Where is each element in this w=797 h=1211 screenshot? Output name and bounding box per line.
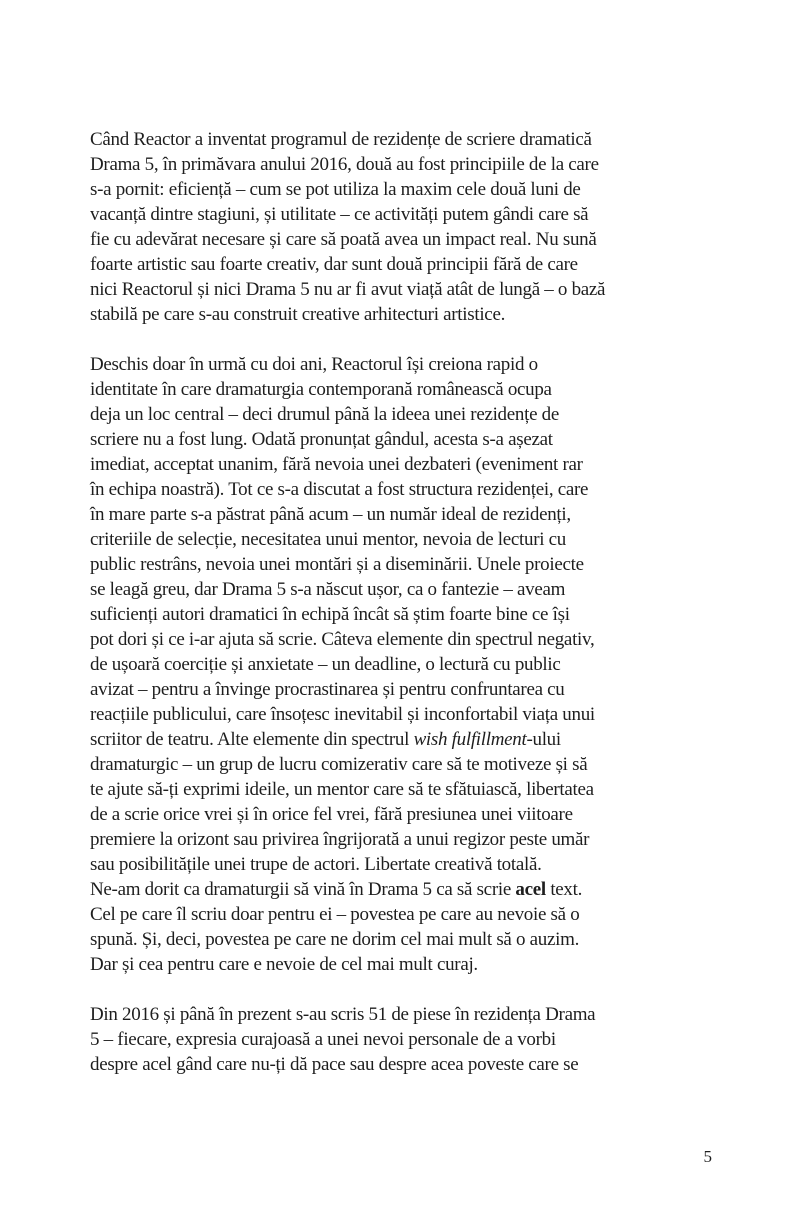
page-number: 5 [703, 1147, 712, 1166]
text-line [90, 552, 712, 577]
text-segment: în echipa noastră). Tot ce s-a discutat a fost structura rezidenței, care [90, 479, 589, 500]
text-line [90, 452, 712, 477]
text-segment: Ne-am dorit ca dramaturgii să vină în Drama 5 ca să scrie [90, 879, 516, 900]
text-line [90, 802, 712, 827]
text-segment: reacțiile publicului, care însoțesc inevitabil și inconfortabil viața unui [90, 704, 595, 725]
text-segment: criteriile de selecție, necesitatea unui mentor, nevoia de lecturi cu [90, 529, 567, 550]
text-line [90, 502, 712, 527]
text-line [90, 252, 712, 277]
text-segment: acel [515, 879, 546, 900]
text-line [90, 302, 712, 327]
text-line [90, 827, 712, 852]
text-segment: deja un loc central – deci drumul până la ideea unei rezidențe de [90, 404, 559, 425]
text-segment: în mare parte s-a păstrat până acum – un număr ideal de rezidenți, [90, 504, 571, 525]
text-line [90, 627, 712, 652]
text-segment: Cel pe care îl scriu doar pentru ei – povestea pe care au nevoie să o [90, 904, 580, 925]
text-segment: dramaturgic – un grup de lucru comizerativ care să te motiveze și să [90, 754, 588, 775]
text-segment: identitate în care dramaturgia contemporană românească ocupa [90, 379, 552, 400]
text-line [90, 377, 712, 402]
text-segment: scriitor de teatru. Alte elemente din spectrul [90, 729, 414, 750]
paragraph [90, 352, 712, 977]
text-line [90, 1052, 712, 1077]
paragraph [90, 1002, 712, 1077]
text-segment: 5 – fiecare, expresia curajoasă a unei nevoi personale de a vorbi [90, 1029, 556, 1050]
text-line [90, 527, 712, 552]
text-line [90, 652, 712, 677]
text-segment: scriere nu a fost lung. Odată pronunțat gândul, acesta s-a așezat [90, 429, 553, 450]
text-segment: vacanță dintre stagiuni, și utilitate – ce activități putem gândi care să [90, 204, 589, 225]
text-line [90, 702, 712, 727]
text-segment: -ului [526, 729, 561, 750]
text-segment: Din 2016 și până în prezent s-au scris 51 de piese în rezidența Drama [90, 1004, 596, 1025]
text-line [90, 127, 712, 152]
text-line [90, 277, 712, 302]
text-segment: de a scrie orice vrei și în orice fel vrei, fără presiunea unei viitoare [90, 804, 573, 825]
text-line [90, 1002, 712, 1027]
text-line [90, 227, 712, 252]
text-segment: suficienți autori dramatici în echipă încât să știm foarte bine ce își [90, 604, 570, 625]
text-segment: foarte artistic sau foarte creativ, dar sunt două principii fără de care [90, 254, 578, 275]
text-segment: premiere la orizont sau privirea îngrijorată a unui regizor peste umăr [90, 829, 590, 850]
page-footer [90, 1146, 712, 1168]
text-line [90, 877, 712, 902]
text-line [90, 852, 712, 877]
text-line [90, 777, 712, 802]
body-text [90, 127, 712, 1077]
text-segment: stabilă pe care s-au construit creative arhitecturi artistice. [90, 304, 506, 325]
text-line [90, 602, 712, 627]
text-segment: Dar și cea pentru care e nevoie de cel mai mult curaj. [90, 954, 478, 975]
text-segment: Când Reactor a inventat programul de rezidențe de scriere dramatică [90, 129, 592, 150]
text-line [90, 577, 712, 602]
text-line [90, 402, 712, 427]
text-segment: wish fulfillment [413, 729, 527, 750]
text-segment: Deschis doar în urmă cu doi ani, Reactorul își creiona rapid o [90, 354, 538, 375]
text-segment: text. [545, 879, 583, 900]
text-line [90, 727, 712, 752]
text-segment: public restrâns, nevoia unei montări și a diseminării. Unele proiecte [90, 554, 584, 575]
text-line [90, 902, 712, 927]
text-segment: sau posibilitățile unei trupe de actori. Libertate creativă totală. [90, 854, 542, 875]
text-segment: te ajute să-ți exprimi ideile, un mentor care să te sfătuiască, libertatea [90, 779, 594, 800]
text-segment: imediat, acceptat unanim, fără nevoia unei dezbateri (eveniment rar [90, 454, 583, 475]
text-segment: despre acel gând care nu-ți dă pace sau despre acea poveste care se [90, 1054, 579, 1075]
text-line [90, 752, 712, 777]
text-segment: se leagă greu, dar Drama 5 s-a născut ușor, ca o fantezie – aveam [90, 579, 566, 600]
paragraph [90, 127, 712, 327]
text-segment: nici Reactorul și nici Drama 5 nu ar fi avut viață atât de lungă – o bază [90, 279, 606, 300]
text-line [90, 352, 712, 377]
text-segment: pot dori și ce i-ar ajuta să scrie. Câteva elemente din spectrul negativ, [90, 629, 595, 650]
text-line [90, 952, 712, 977]
text-line [90, 677, 712, 702]
text-segment: Drama 5, în primăvara anului 2016, două au fost principiile de la care [90, 154, 599, 175]
text-segment: de ușoară coerciție și anxietate – un deadline, o lectură cu public [90, 654, 561, 675]
text-segment: fie cu adevărat necesare și care să poată avea un impact real. Nu sună [90, 229, 597, 250]
text-line [90, 427, 712, 452]
text-line [90, 1027, 712, 1052]
text-line [90, 477, 712, 502]
text-line [90, 927, 712, 952]
text-line [90, 202, 712, 227]
text-line [90, 152, 712, 177]
text-segment: s-a pornit: eficiență – cum se pot utiliza la maxim cele două luni de [90, 179, 581, 200]
text-segment: spună. Și, deci, povestea pe care ne dorim cel mai mult să o auzim. [90, 929, 580, 950]
text-line [90, 177, 712, 202]
text-segment: avizat – pentru a învinge procrastinarea și pentru confruntarea cu [90, 679, 565, 700]
